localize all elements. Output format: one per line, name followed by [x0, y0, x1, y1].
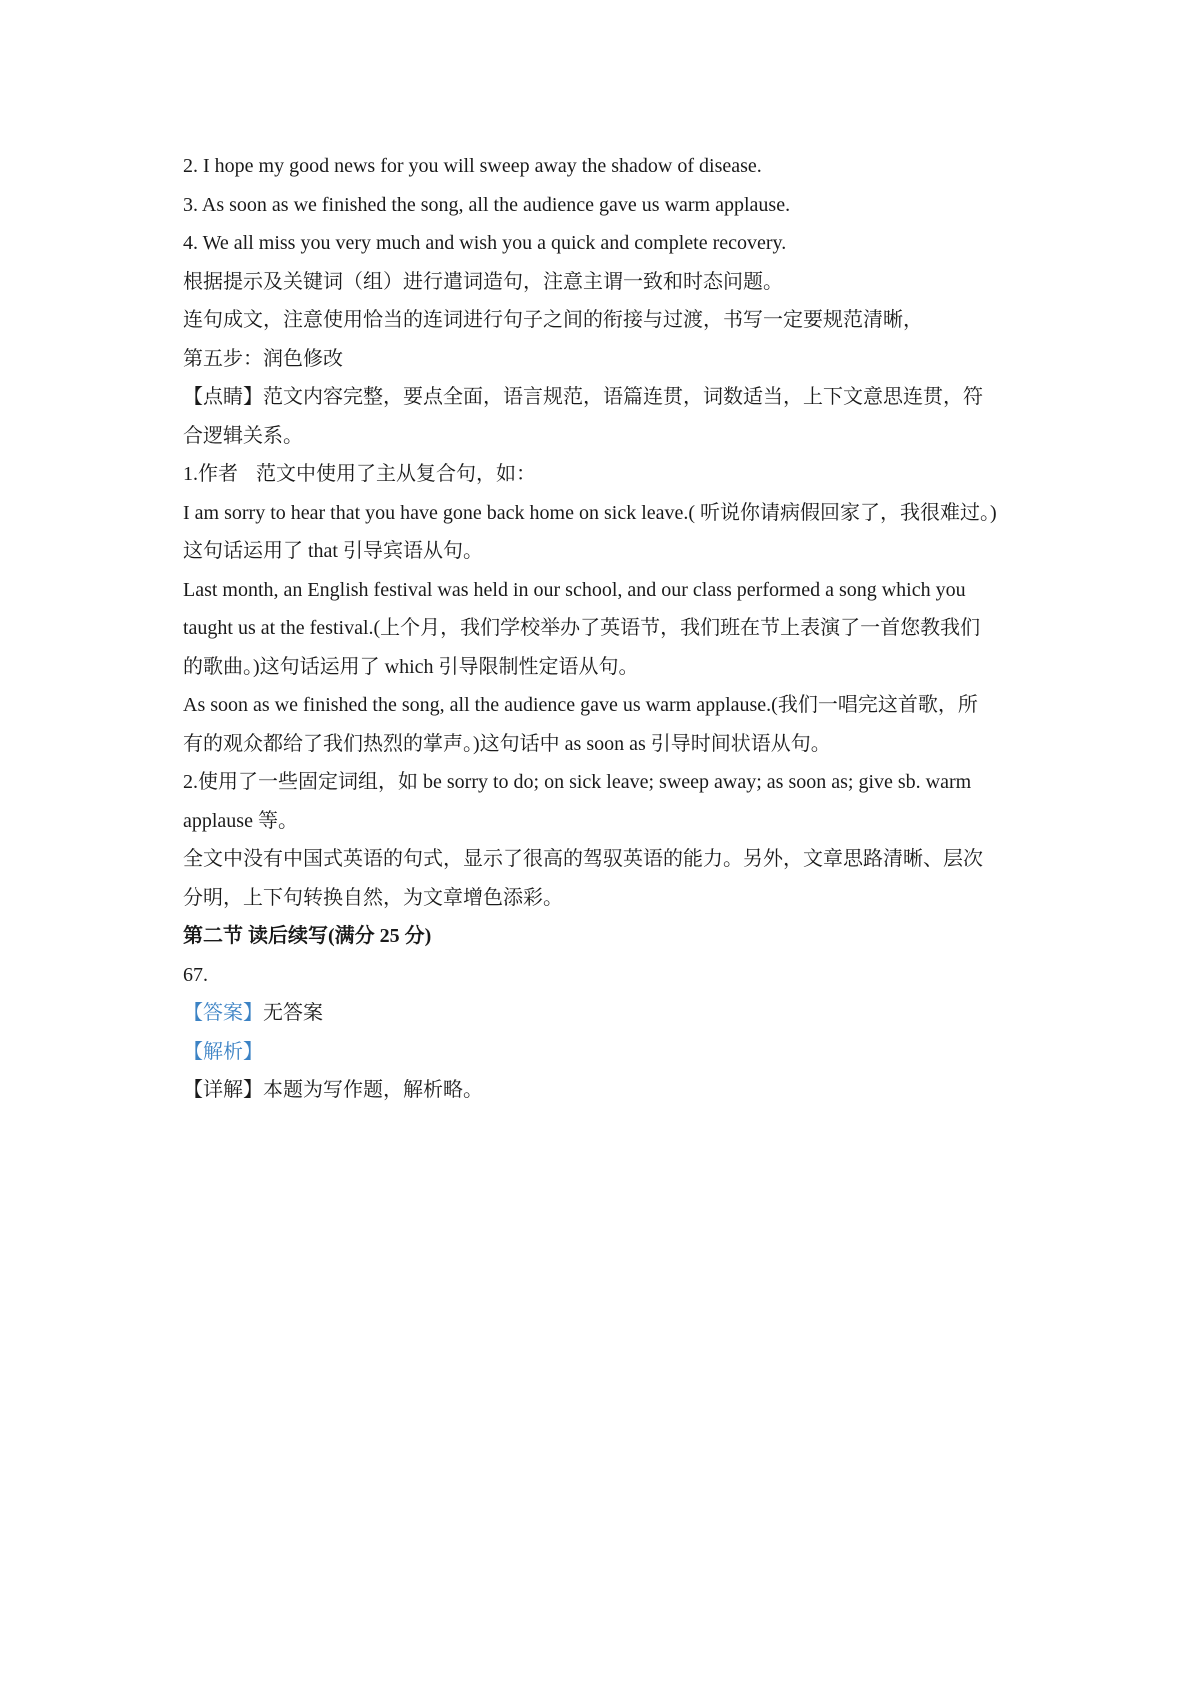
point-2-line-1: 2.使用了一些固定词组，如 be sorry to do; on sick leave; sweep away; as soon as; give sb. warm: [183, 771, 972, 793]
document-page: [183, 147, 1033, 1110]
step-five-heading: 第五步：润色修改: [183, 347, 343, 370]
answer-text: 无答案: [263, 1002, 323, 1024]
example-sentence-2: 2. I hope my good news for you will sweep away the shadow of disease.: [183, 155, 762, 177]
example-3-line-1: As soon as we finished the song, all the audience gave us warm applause.(我们一唱完这首歌，所: [183, 694, 978, 716]
example-3-line-2: 有的观众都给了我们热烈的掌声。)这句话中 as soon as 引导时间状语从句。: [183, 732, 831, 755]
detail-line: 【详解】本题为写作题，解析略。: [183, 1079, 483, 1101]
point-1-prefix: 1.作者: [183, 463, 238, 485]
question-number: 67.: [183, 963, 208, 986]
summary-line-2: 分明，上下句转换自然，为文章增色添彩。: [183, 886, 563, 909]
example-2-line-1: Last month, an English festival was held in our school, and our class performed a song which you: [183, 578, 966, 601]
section-heading: 第二节 读后续写(满分 25 分): [183, 925, 432, 947]
dianjing-line-2: 合逻辑关系。: [183, 424, 303, 447]
point-1-text: 范文中使用了主从复合句，如：: [256, 463, 536, 485]
summary-line-1: 全文中没有中国式英语的句式，显示了很高的驾驭英语的能力。另外，文章思路清晰、层次: [183, 848, 983, 870]
answer-line: [183, 994, 1033, 1033]
example-2-line-2: taught us at the festival.(上个月，我们学校举办了英语节，我们班在节上表演了一首您教我们: [183, 617, 981, 639]
point-1-heading: [183, 455, 1033, 494]
dianjing-line-1: 【点睛】范文内容完整，要点全面，语言规范，语篇连贯，词数适当，上下文意思连贯，符: [183, 386, 983, 408]
step-note-wording: 根据提示及关键词（组）进行遣词造句，注意主谓一致和时态问题。: [183, 270, 783, 293]
example-1-line-2: 这句话运用了 that 引导宾语从句。: [183, 540, 483, 562]
point-2-line-2: applause 等。: [183, 809, 298, 832]
step-note-linking: 连句成文，注意使用恰当的连词进行句子之间的衔接与过渡，书写一定要规范清晰，: [183, 309, 923, 331]
example-sentence-4: 4. We all miss you very much and wish you a quick and complete recovery.: [183, 232, 787, 254]
analysis-label: 【解析】: [183, 1040, 263, 1063]
example-sentence-3: 3. As soon as we finished the song, all the audience gave us warm applause.: [183, 193, 791, 216]
example-1-line-1: I am sorry to hear that you have gone back home on sick leave.( 听说你请病假回家了，我很难过。): [183, 501, 997, 524]
answer-label: 【答案】: [183, 1002, 263, 1024]
example-2-line-3: 的歌曲。)这句话运用了 which 引导限制性定语从句。: [183, 655, 639, 678]
